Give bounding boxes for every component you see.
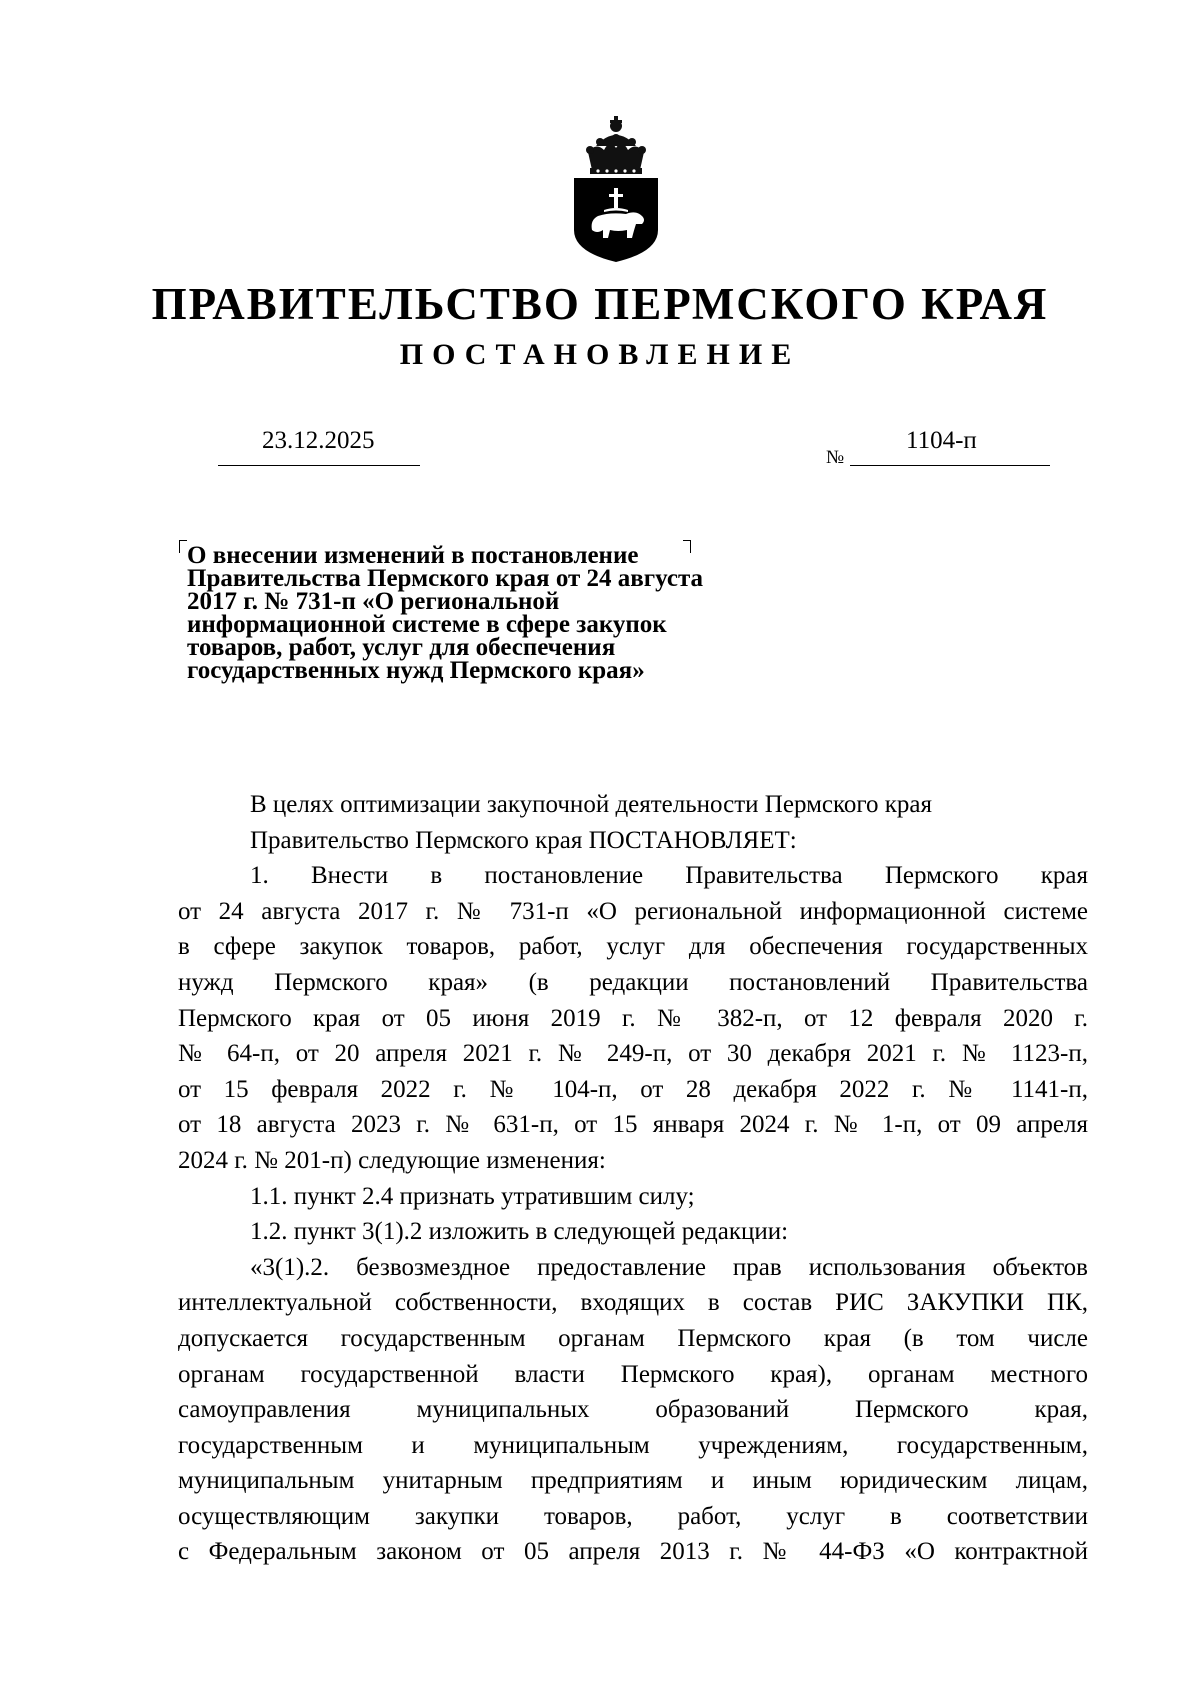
government-title: ПРАВИТЕЛЬСТВО ПЕРМСКОГО КРАЯ [151, 279, 1049, 329]
document-number: 1104-п [906, 427, 977, 454]
body-line: нужд Пермского края» (в редакции постановлений Правительства [178, 968, 1088, 996]
document-body [178, 787, 1088, 1570]
body-line: Правительство Пермского края ПОСТАНОВЛЯЕТ: [250, 826, 797, 854]
body-line: муниципальным унитарным предприятиям и иным юридическим лицам, [178, 1467, 1088, 1495]
body-line: от 15 февраля 2022 г. № 104-п, от 28 декабря 2022 г. № 1141-п, [178, 1075, 1088, 1103]
body-line: Пермского края от 05 июня 2019 г. № 382-п, от 12 февраля 2020 г. [178, 1004, 1088, 1032]
body-line: государственным и муниципальным учреждениям, государственным, [178, 1431, 1088, 1459]
body-line: интеллектуальной собственности, входящих в состав РИС ЗАКУПКИ ПК, [178, 1289, 1088, 1317]
document-date: 23.12.2025 [262, 427, 375, 454]
subject-line: товаров, работ, услуг для обеспечения [187, 634, 616, 661]
body-line: В целях оптимизации закупочной деятельности Пермского края [250, 791, 932, 818]
body-line: «3(1).2. безвозмездное предоставление прав использования объектов [250, 1253, 1088, 1281]
subject-line: информационной системе в сфере закупок [187, 611, 667, 638]
date-underline [218, 465, 420, 466]
subject-line: 2017 г. № 731-п «О региональной [187, 588, 560, 615]
subject-line: Правительства Пермского края от 24 августа [187, 565, 704, 592]
body-line: 1.2. пункт 3(1).2 изложить в следующей редакции: [250, 1218, 789, 1246]
document-subject [187, 544, 787, 682]
body-line: 1.1. пункт 2.4 признать утратившим силу; [250, 1182, 695, 1210]
document-type: ПОСТАНОВЛЕНИЕ [399, 338, 801, 371]
subject-line: О внесении изменений в постановление [187, 542, 639, 569]
body-line: от 24 августа 2017 г. № 731-п «О региональной информационной системе [178, 897, 1088, 925]
body-line: допускается государственным органам Пермского края (в том числе [178, 1324, 1088, 1352]
subject-line: государственных нужд Пермского края» [187, 657, 645, 684]
body-line: в сфере закупок товаров, работ, услуг для обеспечения государственных [178, 933, 1088, 961]
body-line: органам государственной власти Пермского края), органам местного [178, 1360, 1088, 1388]
number-sign: № [826, 447, 845, 468]
perm-krai-coat-of-arms-emblem [570, 112, 662, 264]
body-line: 2024 г. № 201-п) следующие изменения: [178, 1146, 606, 1174]
body-line: 1. Внести в постановление Правительства Пермского края [250, 862, 1088, 890]
body-line: самоуправления муниципальных образований Пермского края, [178, 1396, 1088, 1424]
body-line: от 18 августа 2023 г. № 631-п, от 15 января 2024 г. № 1-п, от 09 апреля [178, 1111, 1088, 1139]
subject-corner-mark-left [179, 540, 187, 553]
number-underline [850, 465, 1050, 466]
body-line: с Федеральным законом от 05 апреля 2013 г. № 44-ФЗ «О контрактной [178, 1538, 1088, 1566]
body-line: № 64-п, от 20 апреля 2021 г. № 249-п, от 30 декабря 2021 г. № 1123-п, [178, 1040, 1088, 1068]
body-line: осуществляющим закупки товаров, работ, услуг в соответствии [178, 1502, 1088, 1530]
